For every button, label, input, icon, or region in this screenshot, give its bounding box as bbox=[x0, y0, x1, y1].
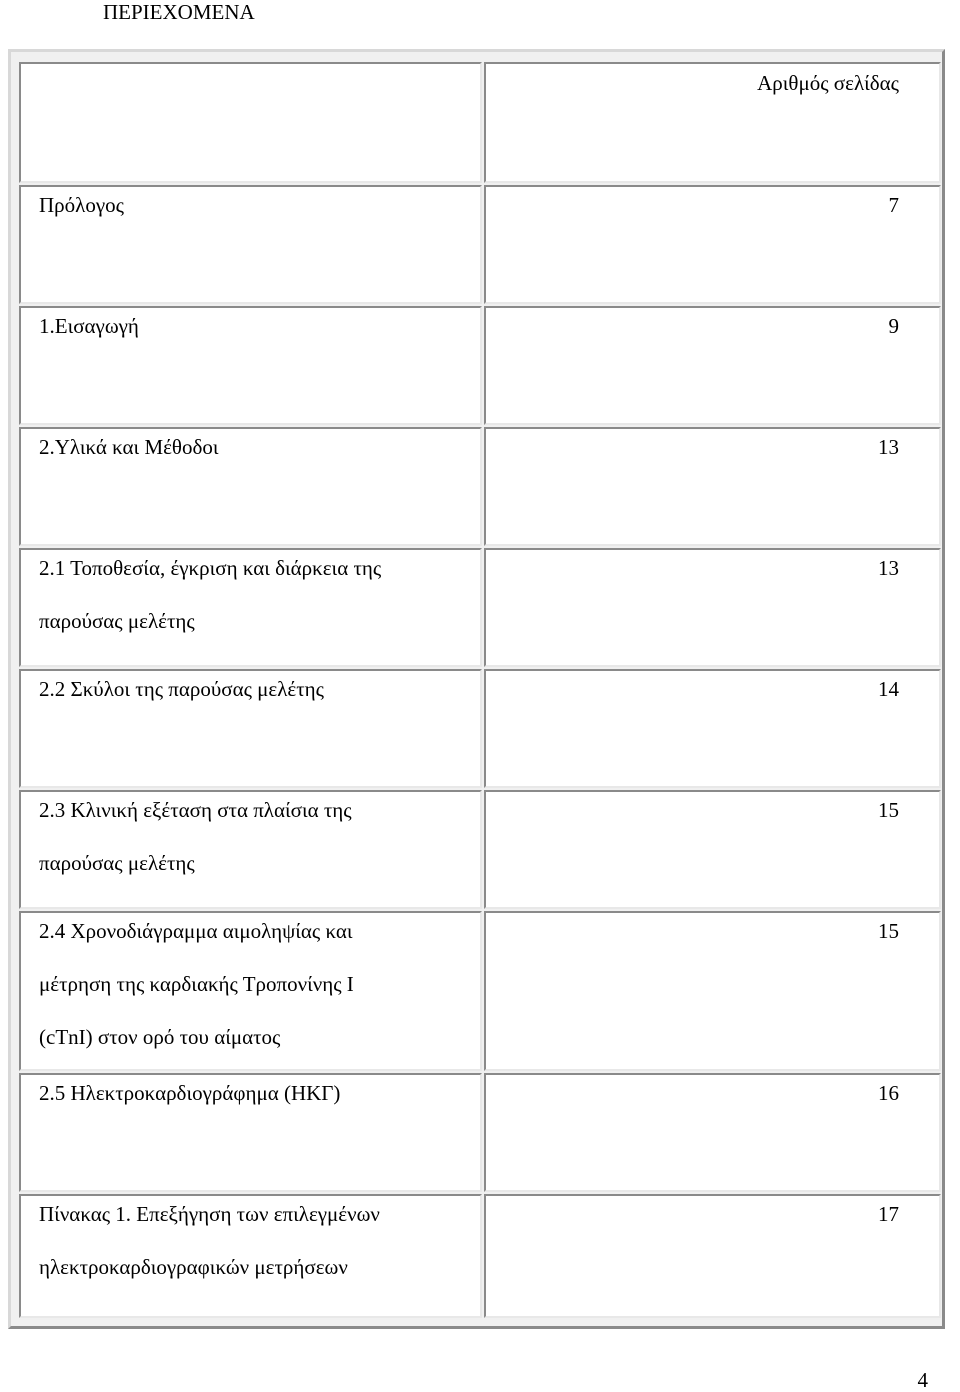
toc-entry-title-continued: μέτρηση της καρδιακής Τροπονίνης I bbox=[39, 972, 354, 996]
toc-entry-9 bbox=[19, 1194, 482, 1318]
page-number: 4 bbox=[917, 1368, 928, 1392]
toc-entry-page: 9 bbox=[888, 314, 899, 338]
toc-entry-5 bbox=[19, 669, 482, 788]
toc-entry-page: 16 bbox=[878, 1081, 899, 1105]
toc-entry-title: 2.2 Σκύλοι της παρούσας μελέτης bbox=[39, 677, 324, 701]
toc-entry-2-page-cell bbox=[484, 306, 941, 425]
toc-entry-8 bbox=[19, 1073, 482, 1192]
toc-entry-page: 13 bbox=[878, 435, 899, 459]
toc-entry-4-page-cell bbox=[484, 548, 941, 667]
toc-entry-7-page-cell bbox=[484, 911, 941, 1071]
toc-entry-9-page-cell bbox=[484, 1194, 941, 1318]
toc-entry-8-page-cell bbox=[484, 1073, 941, 1192]
toc-entry-7 bbox=[19, 911, 482, 1071]
toc-entry-title-continued: παρούσας μελέτης bbox=[39, 609, 195, 633]
toc-entry-page: 15 bbox=[878, 919, 899, 943]
toc-entry-page: 14 bbox=[878, 677, 899, 701]
toc-entry-1 bbox=[19, 185, 482, 304]
page-title: ΠΕΡΙΕΧΟΜΕΝΑ bbox=[103, 0, 255, 24]
toc-entry-page: 15 bbox=[878, 798, 899, 822]
toc-entry-title: 2.5 Ηλεκτροκαρδιογράφημα (ΗΚΓ) bbox=[39, 1081, 341, 1105]
toc-entry-6 bbox=[19, 790, 482, 909]
toc-entry-page: 7 bbox=[888, 193, 899, 217]
toc-entry-title: 2.1 Τοποθεσία, έγκριση και διάρκεια της bbox=[39, 556, 382, 580]
header-right-cell bbox=[484, 62, 941, 183]
toc-entry-1-page-cell bbox=[484, 185, 941, 304]
toc-entry-3-page-cell bbox=[484, 427, 941, 546]
toc-entry-4 bbox=[19, 548, 482, 667]
toc-entry-title-continued: ηλεκτροκαρδιογραφικών μετρήσεων bbox=[39, 1255, 348, 1279]
toc-entry-title: Πρόλογος bbox=[39, 193, 124, 217]
toc-entry-2 bbox=[19, 306, 482, 425]
toc-entry-3 bbox=[19, 427, 482, 546]
toc-entry-page: 13 bbox=[878, 556, 899, 580]
toc-entry-title: 2.4 Χρονοδιάγραμμα αιμοληψίας και bbox=[39, 919, 353, 943]
toc-entry-title: 2.Υλικά και Μέθοδοι bbox=[39, 435, 219, 459]
table-of-contents bbox=[8, 49, 945, 1329]
toc-entry-5-page-cell bbox=[484, 669, 941, 788]
header-left-cell bbox=[19, 62, 482, 183]
toc-entry-title-continued: παρούσας μελέτης bbox=[39, 851, 195, 875]
toc-entry-title: 2.3 Κλινική εξέταση στα πλαίσια της bbox=[39, 798, 352, 822]
toc-entry-page: 17 bbox=[878, 1202, 899, 1226]
toc-entry-6-page-cell bbox=[484, 790, 941, 909]
page-number-column-header: Αριθμός σελίδας bbox=[757, 71, 899, 95]
toc-entry-title-continued: (cTnI) στον ορό του αίματος bbox=[39, 1025, 281, 1049]
toc-entry-title: 1.Εισαγωγή bbox=[39, 314, 139, 338]
toc-entry-title: Πίνακας 1. Επεξήγηση των επιλεγμένων bbox=[39, 1202, 380, 1226]
